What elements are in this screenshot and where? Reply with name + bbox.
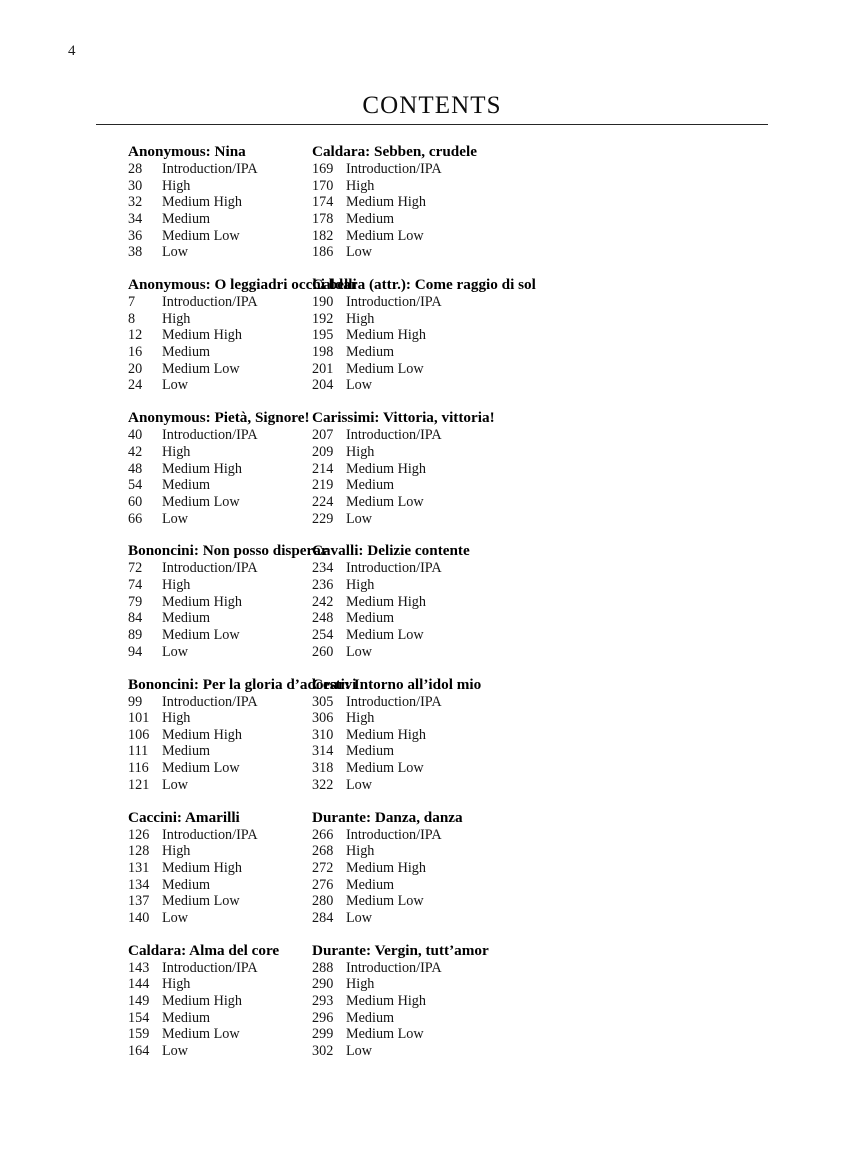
- contents-entry[interactable]: [312, 1026, 736, 1043]
- work-title: Anonymous: O leggiadri occhi belli: [128, 276, 357, 294]
- entry-label: Medium: [346, 1009, 395, 1026]
- entry-page-number: 106: [128, 726, 150, 743]
- entry-page-number: 32: [128, 194, 143, 211]
- entry-page-number: 224: [312, 493, 334, 510]
- entry-page-number: 276: [312, 876, 334, 893]
- entry-label: Low: [162, 909, 189, 926]
- contents-entry[interactable]: [128, 377, 312, 394]
- entry-page-number: 24: [128, 377, 143, 394]
- entry-page-number: 149: [128, 993, 150, 1010]
- entry-label: Low: [346, 510, 373, 527]
- entry-label: Medium: [162, 477, 211, 494]
- contents-entry[interactable]: [312, 327, 736, 344]
- contents-entry[interactable]: [128, 327, 312, 344]
- entry-label: Medium: [162, 344, 211, 361]
- entry-label: Low: [162, 643, 189, 660]
- contents-entry[interactable]: [128, 461, 312, 478]
- entry-page-number: 305: [312, 693, 334, 710]
- entry-label: Medium Low: [346, 227, 424, 244]
- entry-label: Introduction/IPA: [346, 693, 442, 710]
- entry-label: Medium Low: [346, 760, 424, 777]
- work-group: [128, 408, 312, 527]
- contents-entry[interactable]: [312, 577, 736, 594]
- entry-label: Medium Low: [162, 360, 240, 377]
- entry-page-number: 154: [128, 1009, 150, 1026]
- contents-entry[interactable]: [312, 427, 736, 444]
- entry-page-number: 116: [128, 760, 149, 777]
- entry-label: Medium High: [346, 327, 426, 344]
- entry-label: Low: [162, 1043, 189, 1060]
- entry-page-number: 299: [312, 1026, 334, 1043]
- entry-label: Medium: [162, 743, 211, 760]
- contents-entry[interactable]: [312, 760, 736, 777]
- contents-entry[interactable]: [312, 1043, 736, 1060]
- contents-entry[interactable]: [312, 627, 736, 644]
- contents-entry[interactable]: [128, 311, 312, 328]
- contents-entry[interactable]: [312, 461, 736, 478]
- work-group: [128, 142, 312, 261]
- entry-label: Medium: [162, 1009, 211, 1026]
- entry-label: Introduction/IPA: [346, 294, 442, 311]
- work-group: [312, 808, 736, 927]
- entry-label: Low: [162, 377, 189, 394]
- entry-label: High: [162, 310, 191, 327]
- contents-entry[interactable]: [128, 743, 312, 760]
- entry-page-number: 190: [312, 294, 334, 311]
- contents-entry[interactable]: [312, 893, 736, 910]
- contents-entry[interactable]: [312, 211, 736, 228]
- title-divider: [96, 124, 768, 125]
- entry-label: Medium: [162, 876, 211, 893]
- entry-page-number: 140: [128, 909, 150, 926]
- entry-label: Introduction/IPA: [162, 826, 258, 843]
- work-title: Anonymous: Nina: [128, 143, 246, 160]
- contents-entry[interactable]: [312, 161, 736, 178]
- entry-label: Medium: [346, 210, 395, 227]
- contents-entry[interactable]: [128, 361, 312, 378]
- work-title: Anonymous: Pietà, Signore!: [128, 409, 310, 427]
- contents-entry[interactable]: [128, 444, 312, 461]
- entry-page-number: 7: [128, 294, 136, 311]
- contents-entry[interactable]: [128, 993, 312, 1010]
- work-group: [312, 675, 736, 794]
- entry-label: Medium High: [346, 993, 426, 1010]
- entry-page-number: 254: [312, 627, 334, 643]
- entry-label: Introduction/IPA: [162, 959, 258, 976]
- work-group: [312, 275, 736, 394]
- entry-label: Introduction/IPA: [346, 560, 442, 577]
- entry-page-number: 186: [312, 244, 334, 261]
- work-title: Bononcini: Per la gloria d’adorarvi: [128, 675, 357, 693]
- contents-entry[interactable]: [128, 560, 312, 577]
- entry-label: Medium: [346, 876, 395, 893]
- entry-page-number: 94: [128, 643, 143, 660]
- contents-entry[interactable]: [128, 910, 312, 927]
- contents-entry[interactable]: [128, 777, 312, 794]
- entry-label: High: [346, 577, 375, 594]
- entry-page-number: 66: [128, 510, 143, 527]
- contents-entry[interactable]: [312, 494, 736, 511]
- entry-label: Introduction/IPA: [346, 161, 442, 177]
- contents-entry[interactable]: [128, 710, 312, 727]
- contents-entry[interactable]: [128, 1010, 312, 1027]
- entry-label: Medium Low: [162, 893, 240, 910]
- entry-label: High: [346, 310, 375, 327]
- contents-entry[interactable]: [128, 877, 312, 894]
- contents-entry[interactable]: [128, 694, 312, 711]
- work-title: Caldara (attr.): Come raggio di sol: [312, 276, 536, 294]
- entry-page-number: 207: [312, 427, 334, 444]
- contents-entry[interactable]: [128, 976, 312, 993]
- entry-page-number: 28: [128, 161, 143, 177]
- work-group: [312, 941, 736, 1060]
- entry-page-number: 134: [128, 876, 150, 893]
- contents-entry[interactable]: [312, 910, 736, 927]
- entry-page-number: 169: [312, 161, 334, 177]
- contents-entry[interactable]: [128, 727, 312, 744]
- entry-page-number: 214: [312, 460, 334, 477]
- contents-entry[interactable]: [128, 344, 312, 361]
- contents-entry[interactable]: [128, 494, 312, 511]
- entry-label: High: [346, 843, 375, 860]
- entry-page-number: 284: [312, 909, 334, 926]
- entry-page-number: 248: [312, 610, 334, 627]
- contents-entry[interactable]: [312, 377, 736, 394]
- entry-page-number: 201: [312, 360, 334, 377]
- entry-page-number: 209: [312, 443, 334, 460]
- entry-label: Low: [346, 1043, 373, 1060]
- entry-label: Medium High: [346, 194, 426, 211]
- contents-entry[interactable]: [128, 194, 312, 211]
- entry-label: Medium High: [162, 993, 242, 1010]
- contents-entry[interactable]: [312, 294, 736, 311]
- entry-label: Medium Low: [162, 627, 240, 643]
- contents-column-right: [312, 142, 736, 1060]
- entry-page-number: 16: [128, 344, 143, 361]
- entry-label: High: [162, 177, 191, 194]
- entry-page-number: 204: [312, 377, 334, 394]
- entry-page-number: 296: [312, 1009, 334, 1026]
- entry-label: Introduction/IPA: [162, 560, 258, 577]
- entry-label: Medium Low: [162, 227, 240, 244]
- contents-entry[interactable]: [128, 477, 312, 494]
- entry-label: Introduction/IPA: [162, 161, 258, 177]
- entry-page-number: 42: [128, 443, 143, 460]
- contents-entry[interactable]: [312, 228, 736, 245]
- contents-columns: [0, 142, 864, 1060]
- entry-label: High: [162, 976, 191, 993]
- contents-entry[interactable]: [312, 777, 736, 794]
- work-group: [128, 941, 312, 1060]
- contents-entry[interactable]: [128, 161, 312, 178]
- entry-page-number: 99: [128, 693, 143, 710]
- contents-entry[interactable]: [128, 427, 312, 444]
- entry-label: Medium High: [346, 859, 426, 876]
- entry-page-number: 272: [312, 859, 334, 876]
- entry-page-number: 280: [312, 893, 334, 910]
- entry-label: Medium High: [162, 327, 242, 344]
- entry-label: Medium Low: [346, 360, 424, 377]
- entry-label: High: [346, 710, 375, 727]
- entry-page-number: 314: [312, 743, 334, 760]
- entry-label: High: [346, 443, 375, 460]
- entry-page-number: 126: [128, 826, 150, 843]
- entry-label: Introduction/IPA: [346, 427, 442, 444]
- entry-page-number: 111: [128, 743, 149, 760]
- work-group: [312, 142, 736, 261]
- entry-label: Low: [346, 377, 373, 394]
- entry-label: Medium Low: [346, 1026, 424, 1043]
- entry-label: Medium: [162, 210, 211, 227]
- page-number: 4: [68, 43, 76, 59]
- entry-page-number: 79: [128, 593, 143, 610]
- entry-page-number: 48: [128, 460, 143, 477]
- entry-label: Medium Low: [346, 493, 424, 510]
- entry-label: Introduction/IPA: [346, 959, 442, 976]
- entry-label: Medium High: [162, 726, 242, 743]
- entry-page-number: 143: [128, 959, 150, 976]
- entry-label: Medium: [346, 344, 395, 361]
- entry-label: Low: [346, 776, 373, 793]
- entry-label: Low: [346, 909, 373, 926]
- entry-label: Medium High: [162, 593, 242, 610]
- contents-entry[interactable]: [312, 877, 736, 894]
- entry-page-number: 182: [312, 227, 334, 244]
- contents-entry[interactable]: [128, 760, 312, 777]
- contents-entry[interactable]: [128, 827, 312, 844]
- work-title: Cavalli: Delizie contente: [312, 542, 470, 560]
- contents-entry[interactable]: [312, 727, 736, 744]
- contents-entry[interactable]: [128, 893, 312, 910]
- entry-label: Medium High: [162, 460, 242, 477]
- entry-label: Low: [162, 244, 189, 261]
- contents-entry[interactable]: [312, 710, 736, 727]
- contents-entry[interactable]: [312, 610, 736, 627]
- entry-page-number: 159: [128, 1026, 150, 1043]
- contents-entry[interactable]: [312, 993, 736, 1010]
- contents-entry[interactable]: [312, 477, 736, 494]
- entry-label: Low: [162, 510, 189, 527]
- entry-page-number: 38: [128, 244, 143, 261]
- entry-label: Introduction/IPA: [162, 294, 258, 311]
- entry-page-number: 310: [312, 726, 334, 743]
- entry-page-number: 60: [128, 493, 143, 510]
- entry-page-number: 137: [128, 893, 150, 910]
- contents-entry[interactable]: [312, 361, 736, 378]
- entry-page-number: 302: [312, 1043, 334, 1060]
- work-title: Bononcini: Non posso disperar: [128, 542, 328, 560]
- entry-label: Introduction/IPA: [162, 427, 258, 444]
- contents-entry[interactable]: [312, 244, 736, 261]
- contents-entry[interactable]: [128, 511, 312, 528]
- entry-page-number: 236: [312, 577, 334, 594]
- contents-entry[interactable]: [128, 860, 312, 877]
- entry-page-number: 306: [312, 710, 334, 727]
- entry-label: Medium Low: [346, 893, 424, 910]
- contents-entry[interactable]: [312, 976, 736, 993]
- entry-page-number: 229: [312, 510, 334, 527]
- entry-page-number: 290: [312, 976, 334, 993]
- contents-entry[interactable]: [128, 610, 312, 627]
- entry-page-number: 144: [128, 976, 150, 993]
- entry-page-number: 195: [312, 327, 334, 344]
- entry-label: High: [162, 710, 191, 727]
- entry-label: Medium High: [162, 859, 242, 876]
- entry-label: Introduction/IPA: [346, 826, 442, 843]
- entry-page-number: 266: [312, 826, 334, 843]
- entry-label: Medium High: [162, 194, 242, 211]
- work-title: Caccini: Amarilli: [128, 808, 240, 826]
- entry-label: High: [162, 843, 191, 860]
- entry-page-number: 164: [128, 1043, 150, 1060]
- entry-page-number: 131: [128, 859, 150, 876]
- contents-entry[interactable]: [128, 178, 312, 195]
- contents-entry[interactable]: [128, 1026, 312, 1043]
- contents-entry[interactable]: [312, 560, 736, 577]
- contents-entry[interactable]: [312, 1010, 736, 1027]
- work-title: Caldara: Sebben, crudele: [312, 143, 477, 160]
- contents-entry[interactable]: [312, 194, 736, 211]
- entry-page-number: 74: [128, 577, 143, 594]
- page-title: CONTENTS: [362, 92, 502, 119]
- entry-page-number: 34: [128, 210, 143, 227]
- entry-label: High: [162, 577, 191, 594]
- work-group: [312, 408, 736, 527]
- entry-page-number: 293: [312, 993, 334, 1010]
- entry-page-number: 318: [312, 760, 334, 777]
- entry-page-number: 174: [312, 194, 334, 211]
- entry-page-number: 84: [128, 610, 143, 627]
- entry-page-number: 8: [128, 310, 136, 327]
- entry-page-number: 30: [128, 177, 143, 194]
- entry-label: Medium Low: [346, 627, 424, 643]
- entry-page-number: 170: [312, 177, 334, 194]
- contents-entry[interactable]: [312, 644, 736, 661]
- entry-page-number: 178: [312, 210, 334, 227]
- work-group: [312, 541, 736, 660]
- entry-page-number: 234: [312, 560, 334, 577]
- contents-entry[interactable]: [312, 843, 736, 860]
- entry-page-number: 20: [128, 360, 143, 377]
- entry-label: Medium Low: [162, 760, 240, 777]
- entry-label: Medium Low: [162, 493, 240, 510]
- entry-label: Low: [162, 776, 189, 793]
- work-title: Carissimi: Vittoria, vittoria!: [312, 409, 495, 427]
- entry-label: High: [162, 443, 191, 460]
- contents-entry[interactable]: [312, 444, 736, 461]
- contents-entry[interactable]: [128, 594, 312, 611]
- work-title: Durante: Vergin, tutt’amor: [312, 941, 489, 959]
- contents-entry[interactable]: [128, 211, 312, 228]
- entry-page-number: 260: [312, 643, 334, 660]
- contents-entry[interactable]: [128, 960, 312, 977]
- entry-label: High: [346, 976, 375, 993]
- work-title: Durante: Danza, danza: [312, 808, 463, 826]
- contents-entry[interactable]: [128, 577, 312, 594]
- entry-label: Medium High: [346, 593, 426, 610]
- contents-entry[interactable]: [312, 694, 736, 711]
- entry-label: Medium High: [346, 460, 426, 477]
- entry-label: Medium: [346, 610, 395, 627]
- entry-label: Introduction/IPA: [162, 693, 258, 710]
- entry-label: Low: [346, 643, 373, 660]
- entry-label: Medium: [346, 477, 395, 494]
- entry-page-number: 128: [128, 843, 150, 860]
- entry-page-number: 242: [312, 593, 334, 610]
- entry-page-number: 288: [312, 959, 334, 976]
- contents-entry[interactable]: [128, 294, 312, 311]
- work-group: [128, 808, 312, 927]
- entry-page-number: 54: [128, 477, 143, 494]
- work-title: Caldara: Alma del core: [128, 941, 280, 959]
- entry-page-number: 101: [128, 710, 150, 727]
- contents-entry[interactable]: [312, 511, 736, 528]
- entry-page-number: 268: [312, 843, 334, 860]
- work-title: Cesti: Intorno all’idol mio: [312, 675, 482, 693]
- entry-page-number: 40: [128, 427, 143, 444]
- entry-page-number: 36: [128, 227, 143, 244]
- entry-label: Medium: [346, 743, 395, 760]
- contents-entry[interactable]: [312, 344, 736, 361]
- entry-page-number: 198: [312, 344, 334, 361]
- entry-page-number: 322: [312, 776, 334, 793]
- contents-entry[interactable]: [128, 244, 312, 261]
- entry-page-number: 72: [128, 560, 143, 577]
- entry-label: Medium: [162, 610, 211, 627]
- contents-entry[interactable]: [128, 228, 312, 245]
- contents-entry[interactable]: [312, 860, 736, 877]
- entry-page-number: 121: [128, 776, 150, 793]
- contents-entry[interactable]: [312, 827, 736, 844]
- contents-entry[interactable]: [128, 843, 312, 860]
- entry-page-number: 192: [312, 310, 334, 327]
- entry-label: Low: [346, 244, 373, 261]
- contents-entry[interactable]: [312, 743, 736, 760]
- contents-entry[interactable]: [128, 627, 312, 644]
- entry-page-number: 89: [128, 627, 143, 643]
- contents-entry[interactable]: [128, 644, 312, 661]
- contents-entry[interactable]: [312, 311, 736, 328]
- entry-page-number: 219: [312, 477, 334, 494]
- contents-entry[interactable]: [312, 178, 736, 195]
- contents-entry[interactable]: [312, 960, 736, 977]
- entry-label: High: [346, 177, 375, 194]
- contents-entry[interactable]: [312, 594, 736, 611]
- entry-label: Medium Low: [162, 1026, 240, 1043]
- entry-label: Medium High: [346, 726, 426, 743]
- contents-entry[interactable]: [128, 1043, 312, 1060]
- entry-page-number: 12: [128, 327, 143, 344]
